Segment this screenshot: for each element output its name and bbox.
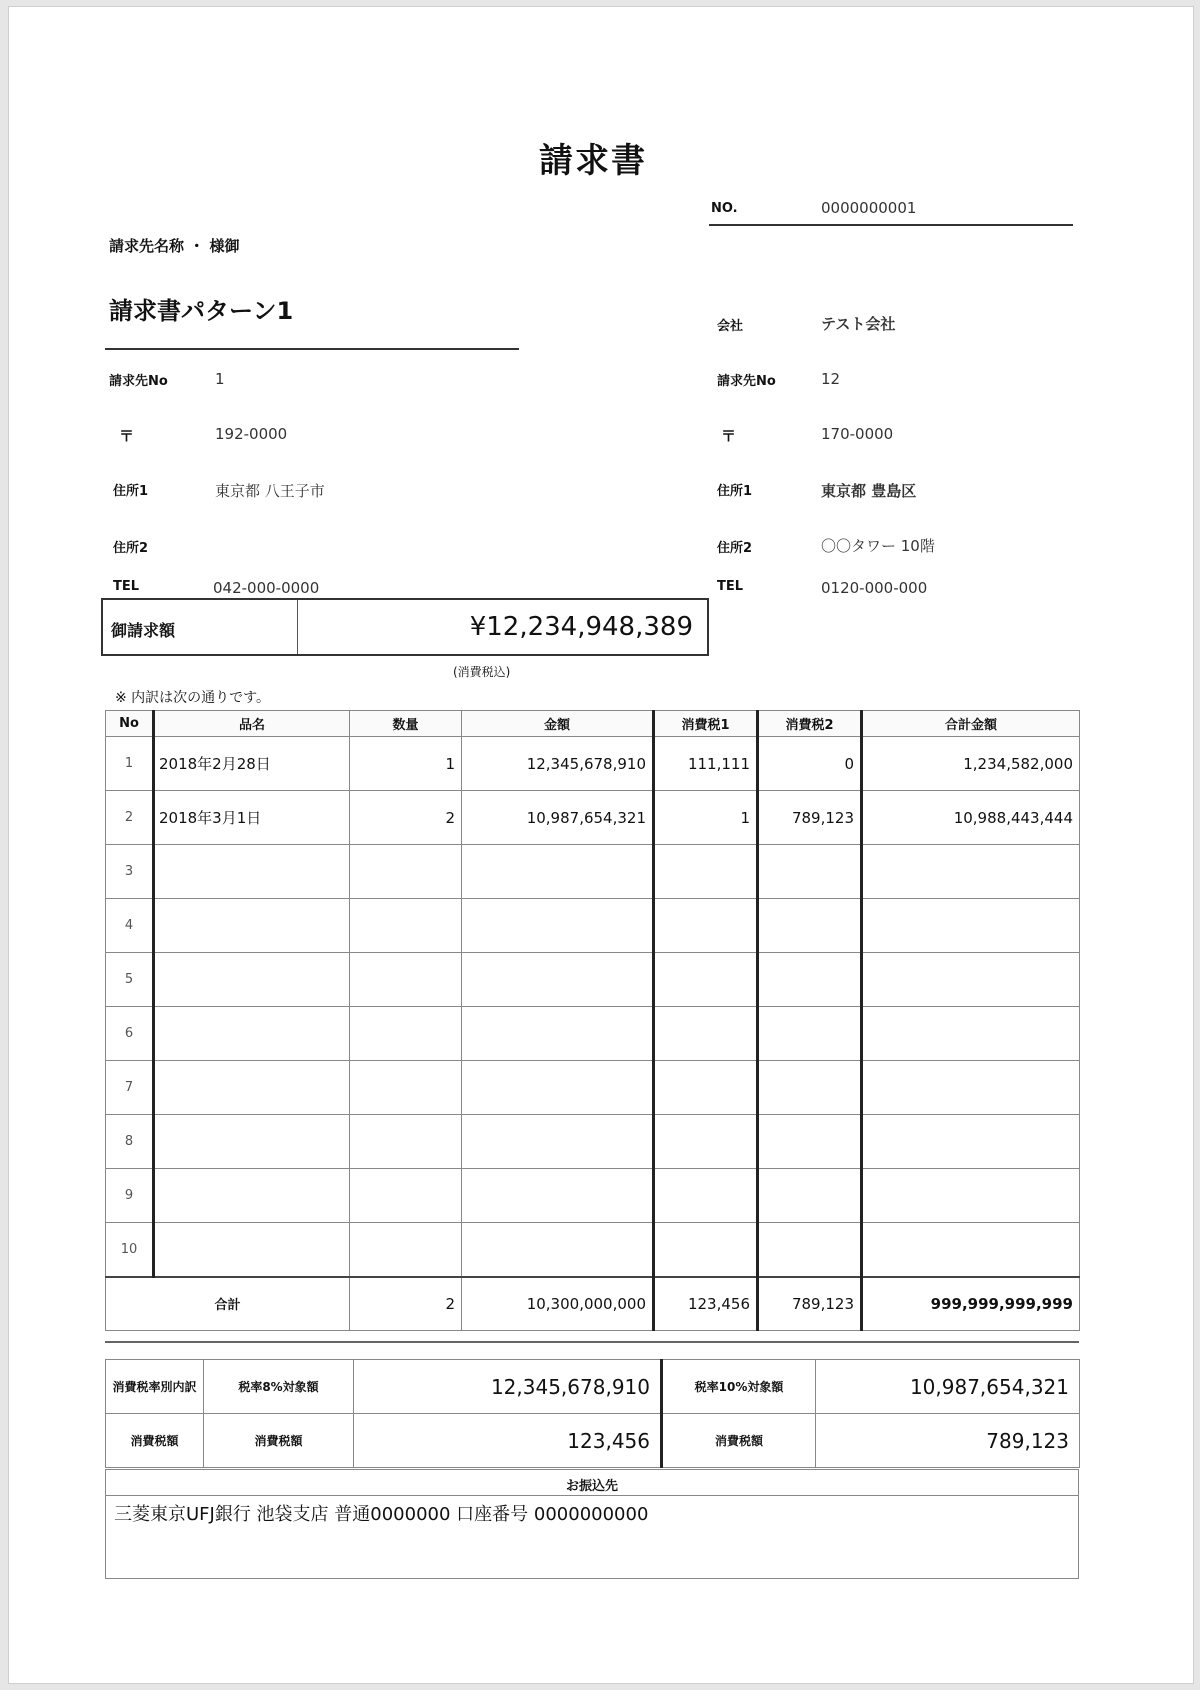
- row-name: 2018年2月28日: [154, 737, 350, 791]
- row-name: [154, 1007, 350, 1061]
- row-qty: [350, 899, 462, 953]
- row-no: 10: [106, 1223, 154, 1277]
- row-name: [154, 1169, 350, 1223]
- row-total: [862, 899, 1080, 953]
- customer-label: 請求先名称 ・ 様御: [109, 237, 240, 255]
- right-company-value: テスト会社: [821, 315, 896, 333]
- col-amount-header: 金額: [462, 711, 654, 737]
- col-tax2-header: 消費税2: [758, 711, 862, 737]
- sum-qty: 2: [350, 1277, 462, 1331]
- right-tel-value: 0120-000-000: [821, 579, 928, 597]
- summary-label: 税率8%対象額: [204, 1360, 354, 1414]
- tax-note: (消費税込): [453, 665, 511, 679]
- table-row: [106, 953, 1080, 1007]
- left-addr2-label: 住所2: [113, 541, 149, 556]
- sum-tax1: 123,456: [654, 1277, 758, 1331]
- row-tax1: [654, 1169, 758, 1223]
- row-tax1: [654, 899, 758, 953]
- table-row: [106, 1007, 1080, 1061]
- row-tax2: [758, 1007, 862, 1061]
- row-no: 2: [106, 791, 154, 845]
- items-sum-row: [106, 1277, 1080, 1331]
- table-row: [106, 1115, 1080, 1169]
- right-addr1-label: 住所1: [717, 484, 753, 499]
- total-amount-label: 御請求額: [103, 600, 298, 654]
- row-name: [154, 953, 350, 1007]
- bank-info-box: [105, 1469, 1079, 1579]
- row-name: [154, 899, 350, 953]
- row-total: [862, 1169, 1080, 1223]
- row-amount: [462, 1007, 654, 1061]
- row-no: 8: [106, 1115, 154, 1169]
- row-amount: [462, 1169, 654, 1223]
- row-tax1: 1: [654, 791, 758, 845]
- row-no: 3: [106, 845, 154, 899]
- right-addr2-value: 〇〇タワー 10階: [821, 537, 935, 555]
- row-tax1: [654, 953, 758, 1007]
- summary-label: 税率10%対象額: [662, 1360, 816, 1414]
- tax-summary-row: [106, 1360, 1080, 1414]
- row-qty: [350, 845, 462, 899]
- col-name-header: 品名: [154, 711, 350, 737]
- row-amount: [462, 845, 654, 899]
- row-no: 1: [106, 737, 154, 791]
- row-tax2: [758, 899, 862, 953]
- right-zip-value: 170-0000: [821, 425, 894, 443]
- row-qty: [350, 1007, 462, 1061]
- row-no: 7: [106, 1061, 154, 1115]
- sum-tax2: 789,123: [758, 1277, 862, 1331]
- right-zip-label: 〒: [721, 427, 737, 445]
- row-tax1: [654, 845, 758, 899]
- row-total: 10,988,443,444: [862, 791, 1080, 845]
- row-no: 4: [106, 899, 154, 953]
- row-no: 6: [106, 1007, 154, 1061]
- row-tax1: [654, 1061, 758, 1115]
- row-name: 2018年3月1日: [154, 791, 350, 845]
- items-header-row: [106, 711, 1080, 737]
- col-tax1-header: 消費税1: [654, 711, 758, 737]
- table-row: [106, 1169, 1080, 1223]
- row-name: [154, 1223, 350, 1277]
- table-row: [106, 737, 1080, 791]
- right-addr2-label: 住所2: [717, 541, 753, 556]
- right-addr1-value: 東京都 豊島区: [821, 482, 917, 500]
- row-no: 5: [106, 953, 154, 1007]
- col-qty-header: 数量: [350, 711, 462, 737]
- sum-label: 合計: [106, 1277, 350, 1331]
- row-tax2: [758, 1115, 862, 1169]
- table-row: [106, 845, 1080, 899]
- row-total: [862, 1223, 1080, 1277]
- table-row: [106, 791, 1080, 845]
- left-addr1-value: 東京都 八王子市: [215, 482, 325, 500]
- customer-name: 請求書パターン1: [109, 297, 294, 325]
- invoice-title: 請求書: [539, 141, 647, 181]
- row-amount: [462, 1061, 654, 1115]
- summary-group-label: 消費税額: [106, 1414, 204, 1468]
- summary-separator: [105, 1341, 1079, 1343]
- row-total: [862, 845, 1080, 899]
- row-qty: [350, 1223, 462, 1277]
- invoice-no-value: 0000000001: [821, 199, 917, 217]
- left-tel-value: 042-000-0000: [213, 579, 320, 597]
- tax-summary-table: [105, 1359, 1080, 1468]
- row-tax1: 111,111: [654, 737, 758, 791]
- row-amount: 10,987,654,321: [462, 791, 654, 845]
- row-total: [862, 1061, 1080, 1115]
- sum-total: 999,999,999,999: [862, 1277, 1080, 1331]
- summary-value: 123,456: [354, 1414, 662, 1468]
- row-total: 1,234,582,000: [862, 737, 1080, 791]
- items-body: [106, 737, 1080, 1331]
- row-name: [154, 1115, 350, 1169]
- row-qty: [350, 1169, 462, 1223]
- summary-value: 789,123: [816, 1414, 1080, 1468]
- row-tax1: [654, 1223, 758, 1277]
- row-qty: 2: [350, 791, 462, 845]
- row-total: [862, 1115, 1080, 1169]
- right-company-label: 会社: [717, 319, 744, 334]
- summary-label: 消費税額: [204, 1414, 354, 1468]
- row-qty: [350, 1115, 462, 1169]
- row-no: 9: [106, 1169, 154, 1223]
- row-tax1: [654, 1007, 758, 1061]
- customer-underline: [105, 348, 519, 350]
- invoice-no-underline: [709, 224, 1073, 226]
- row-amount: [462, 1223, 654, 1277]
- left-tel-label: TEL: [113, 579, 140, 594]
- row-qty: [350, 1061, 462, 1115]
- row-amount: [462, 953, 654, 1007]
- row-total: [862, 953, 1080, 1007]
- row-tax2: [758, 1223, 862, 1277]
- right-code-value: 12: [821, 370, 841, 388]
- row-amount: [462, 1115, 654, 1169]
- left-zip-label: 〒: [119, 427, 135, 445]
- summary-value: 10,987,654,321: [816, 1360, 1080, 1414]
- row-qty: 1: [350, 737, 462, 791]
- table-row: [106, 1061, 1080, 1115]
- left-zip-value: 192-0000: [215, 425, 288, 443]
- col-no-header: No: [106, 711, 154, 737]
- left-code-value: 1: [215, 370, 225, 388]
- row-tax2: [758, 1169, 862, 1223]
- right-tel-label: TEL: [717, 579, 744, 594]
- row-name: [154, 845, 350, 899]
- row-tax2: [758, 1061, 862, 1115]
- bank-heading: お振込先: [106, 1470, 1078, 1496]
- row-tax2: 789,123: [758, 791, 862, 845]
- row-tax2: [758, 845, 862, 899]
- row-qty: [350, 953, 462, 1007]
- total-amount-box: [101, 598, 709, 656]
- row-total: [862, 1007, 1080, 1061]
- summary-label: 消費税額: [662, 1414, 816, 1468]
- table-row: [106, 1223, 1080, 1277]
- bank-details: 三菱東京UFJ銀行 池袋支店 普通0000000 口座番号 0000000000: [114, 1504, 649, 1525]
- total-amount-value: ¥12,234,948,389: [469, 612, 693, 642]
- row-amount: 12,345,678,910: [462, 737, 654, 791]
- sum-amount: 10,300,000,000: [462, 1277, 654, 1331]
- summary-value: 12,345,678,910: [354, 1360, 662, 1414]
- left-code-label: 請求先No: [109, 374, 168, 389]
- tax-summary-row: [106, 1414, 1080, 1468]
- row-amount: [462, 899, 654, 953]
- table-row: [106, 899, 1080, 953]
- breakdown-note: ※ 内訳は次の通りです。: [115, 690, 271, 706]
- row-name: [154, 1061, 350, 1115]
- row-tax2: [758, 953, 862, 1007]
- items-table: [105, 710, 1080, 1331]
- row-tax2: 0: [758, 737, 862, 791]
- col-total-header: 合計金額: [862, 711, 1080, 737]
- row-tax1: [654, 1115, 758, 1169]
- invoice-no-label: NO.: [711, 201, 738, 216]
- invoice-page: [8, 6, 1194, 1684]
- left-addr1-label: 住所1: [113, 484, 149, 499]
- summary-group-label: 消費税率別内訳: [106, 1360, 204, 1414]
- right-code-label: 請求先No: [717, 374, 776, 389]
